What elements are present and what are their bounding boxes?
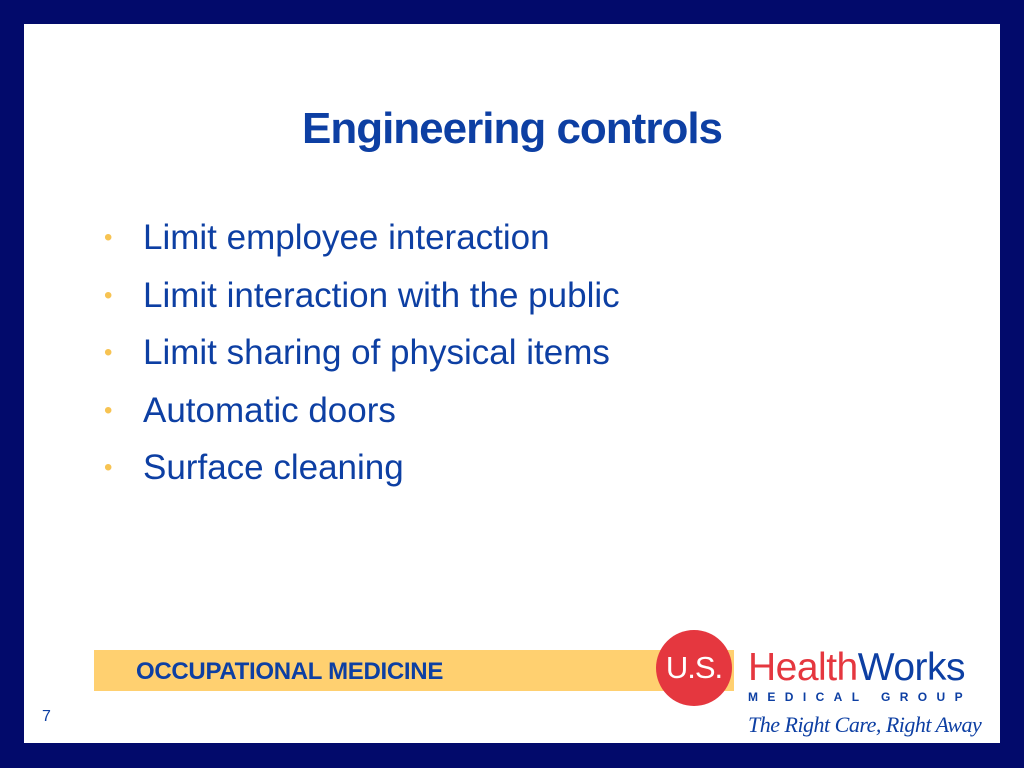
logo-wordmark bbox=[748, 646, 965, 690]
bullet-dot-icon: • bbox=[104, 224, 113, 251]
company-logo bbox=[656, 630, 1000, 740]
slide-title: Engineering controls bbox=[301, 104, 723, 153]
page-number: 7 bbox=[42, 708, 51, 725]
logo-tagline: The Right Care, Right Away bbox=[748, 712, 982, 737]
bullet-text: Limit sharing of physical items bbox=[143, 333, 610, 372]
slide-content bbox=[24, 24, 1000, 743]
bullet-text: Automatic doors bbox=[143, 390, 396, 430]
bullet-text: Limit interaction with the public bbox=[143, 275, 620, 315]
logo-works-text: Works bbox=[857, 646, 966, 689]
bullet-text: Surface cleaning bbox=[143, 448, 404, 487]
bullet-dot-icon: • bbox=[104, 396, 113, 424]
bullet-dot-icon: • bbox=[104, 454, 113, 481]
logo-circle-text: U.S. bbox=[665, 650, 723, 685]
logo-subtitle: MEDICAL GROUP bbox=[748, 690, 972, 704]
logo-circle-icon bbox=[656, 630, 732, 706]
logo-health-text: Health bbox=[748, 646, 858, 689]
footer-band bbox=[94, 650, 734, 691]
bullet-text: Limit employee interaction bbox=[143, 218, 550, 257]
bullet-dot-icon: • bbox=[104, 281, 113, 309]
footer-label: OCCUPATIONAL MEDICINE bbox=[136, 658, 444, 685]
bullet-dot-icon: • bbox=[104, 339, 113, 366]
